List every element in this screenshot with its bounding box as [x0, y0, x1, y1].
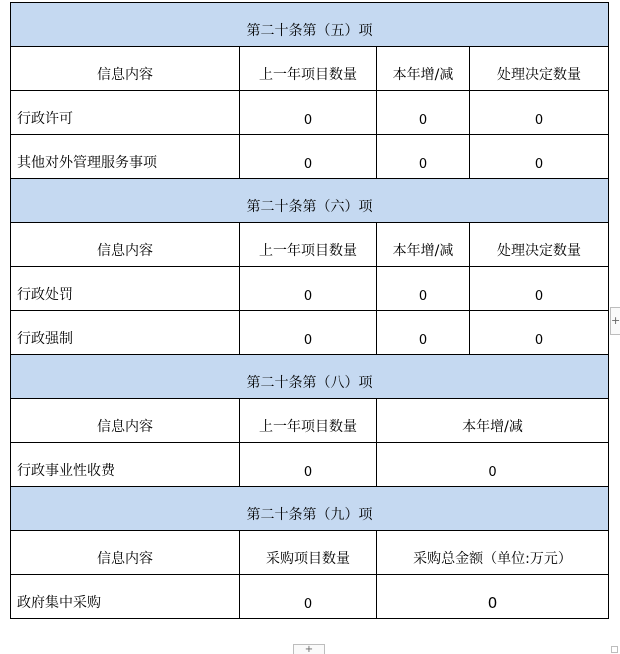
- add-column-handle[interactable]: +: [610, 307, 620, 335]
- header-procurement-count[interactable]: 采购项目数量: [240, 531, 377, 575]
- row-label[interactable]: 其他对外管理服务事项: [11, 135, 240, 179]
- row-label[interactable]: 行政事业性收费: [11, 443, 240, 487]
- cell-value[interactable]: 0: [377, 575, 609, 619]
- header-change[interactable]: 本年增/减: [377, 223, 470, 267]
- cell-value[interactable]: 0: [240, 311, 377, 355]
- table-row: [11, 91, 609, 135]
- cell-value[interactable]: 0: [470, 91, 609, 135]
- table-row: [11, 311, 609, 355]
- table-row: [11, 443, 609, 487]
- header-procurement-amount[interactable]: 采购总金额（单位:万元）: [377, 531, 609, 575]
- table-row: [11, 267, 609, 311]
- cell-value[interactable]: 0: [470, 267, 609, 311]
- column-header-row: [11, 223, 609, 267]
- cell-value[interactable]: 0: [470, 135, 609, 179]
- cell-value[interactable]: 0: [377, 443, 609, 487]
- header-last-year-count[interactable]: 上一年项目数量: [240, 47, 377, 91]
- section-header-row: [11, 355, 609, 399]
- header-last-year-count[interactable]: 上一年项目数量: [240, 223, 377, 267]
- cell-value[interactable]: 0: [240, 267, 377, 311]
- table-resize-handle[interactable]: [611, 646, 618, 653]
- cell-value[interactable]: 0: [377, 267, 470, 311]
- column-header-row: [11, 531, 609, 575]
- column-header-row: [11, 47, 609, 91]
- row-label[interactable]: 行政处罚: [11, 267, 240, 311]
- cell-value[interactable]: 0: [240, 135, 377, 179]
- section-title-9[interactable]: 第二十条第（九）项: [11, 487, 609, 531]
- cell-value[interactable]: 0: [240, 91, 377, 135]
- section-title-5[interactable]: 第二十条第（五）项: [11, 3, 609, 47]
- disclosure-table: [10, 2, 609, 619]
- cell-value[interactable]: 0: [240, 575, 377, 619]
- section-title-6[interactable]: 第二十条第（六）项: [11, 179, 609, 223]
- cell-value[interactable]: 0: [377, 91, 470, 135]
- header-decision-count[interactable]: 处理决定数量: [470, 223, 609, 267]
- header-decision-count[interactable]: 处理决定数量: [470, 47, 609, 91]
- section-header-row: [11, 3, 609, 47]
- cell-value[interactable]: 0: [377, 135, 470, 179]
- cell-value[interactable]: 0: [377, 311, 470, 355]
- section-header-row: [11, 179, 609, 223]
- section-header-row: [11, 487, 609, 531]
- header-info-content[interactable]: 信息内容: [11, 399, 240, 443]
- row-label[interactable]: 行政强制: [11, 311, 240, 355]
- section-title-8[interactable]: 第二十条第（八）项: [11, 355, 609, 399]
- cell-value[interactable]: 0: [240, 443, 377, 487]
- header-change[interactable]: 本年增/减: [377, 47, 470, 91]
- row-label[interactable]: 政府集中采购: [11, 575, 240, 619]
- row-label[interactable]: 行政许可: [11, 91, 240, 135]
- header-info-content[interactable]: 信息内容: [11, 223, 240, 267]
- header-change[interactable]: 本年增/减: [377, 399, 609, 443]
- add-row-handle[interactable]: +: [293, 644, 325, 654]
- header-last-year-count[interactable]: 上一年项目数量: [240, 399, 377, 443]
- column-header-row: [11, 399, 609, 443]
- header-info-content[interactable]: 信息内容: [11, 47, 240, 91]
- header-info-content[interactable]: 信息内容: [11, 531, 240, 575]
- cell-value[interactable]: 0: [470, 311, 609, 355]
- table-row: [11, 575, 609, 619]
- table-row: [11, 135, 609, 179]
